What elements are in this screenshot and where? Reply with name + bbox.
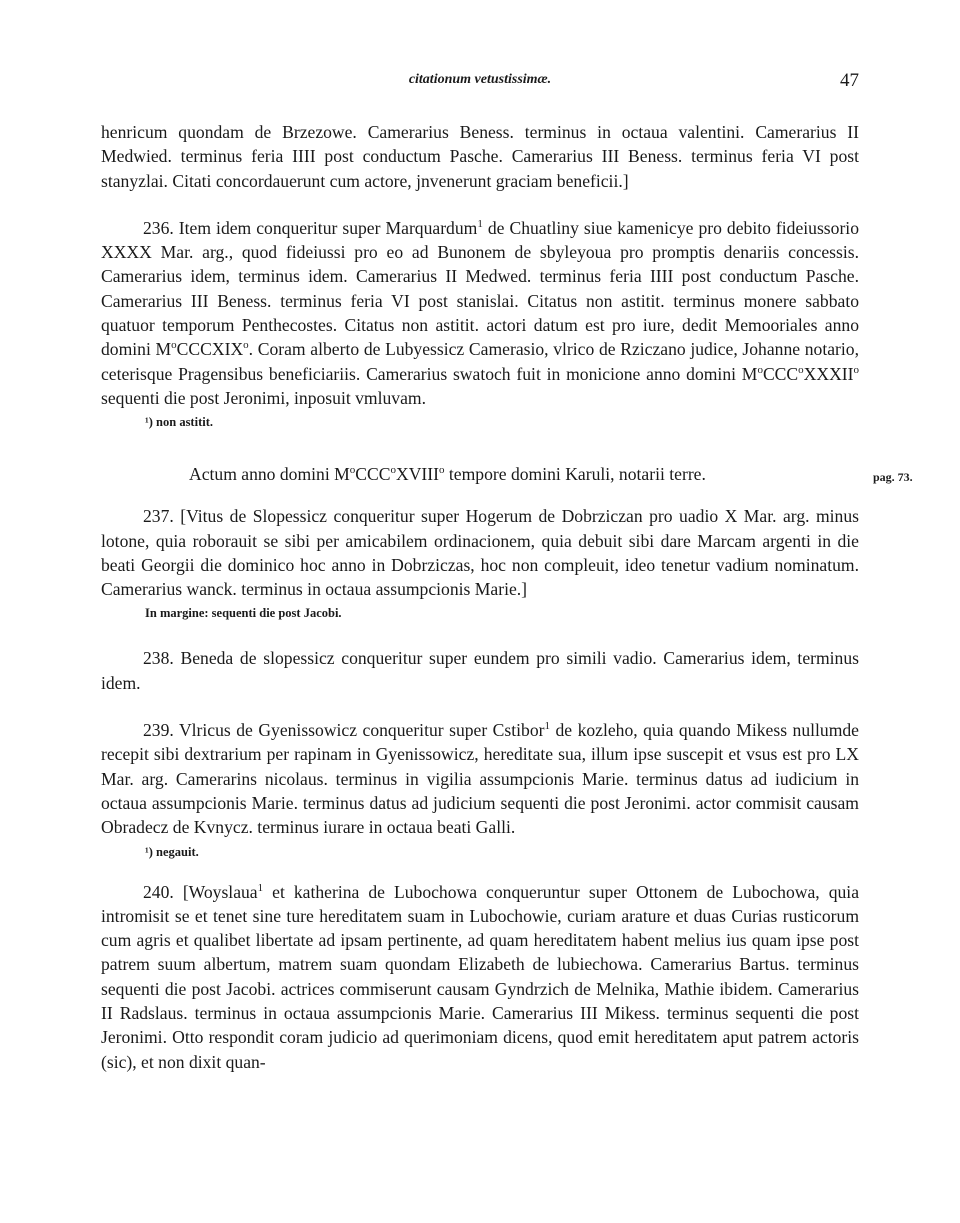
superscript-o: o: [243, 339, 249, 352]
margin-note-237: In margine: sequenti die post Jacobi.: [145, 606, 342, 621]
superscript-o: o: [853, 363, 859, 376]
footnote-marker: 1: [257, 881, 264, 894]
entry-237: 237. [Vitus de Slopessicz conqueritur super Hogerum de Dobrziczan pro uadio X Mar. arg. minus lotone, quia roborauit se sibi per amicabilem ordinacionem, quia debuit sibi dare Marcam argenti in die beati Georgii die dominico hoc anno in Dobrziczas, hoc non compleuit, ideo tenetur vadium nominatum. Camerarius wanck. terminus in octaua assumpcionis Marie.]: [101, 506, 859, 600]
superscript-o: o: [798, 363, 804, 376]
superscript-o: o: [390, 464, 396, 477]
page-header: [101, 70, 859, 98]
section-heading-d: tempore domini Karuli, notarii terre.: [444, 464, 706, 485]
entry-236-text-e: CCC: [762, 363, 799, 384]
entry-239: [101, 718, 859, 839]
section-heading-a: Actum anno domini M: [189, 464, 350, 485]
superscript-o: o: [757, 363, 763, 376]
entry-239-text-a: 239. Vlricus de Gyenissowicz conqueritur super Cstibor: [143, 720, 545, 741]
entry-240-text-b: et katherina de Lubochowa conqueruntur super Ottonem de Lubochowa, quia intromisit se et tenet sine ture hereditatem suam in Lubochowie, curiam arature et duas Curias rusticorum cum agris et qualibet libertate ad ipsam pertinente, ad quam hereditatem habent melius ius quam ipse post patrem suum albertum, matrem suam quondam Elizabeth de lubiechowa. Camerarius Bartus. terminus sequenti die post Jacobi. actrices commiserunt causam Gyndrzich de Melnika, Mathie ibidem. Camerarius II Radslaus. terminus in octaua assumpcionis Marie. Camerarius III Mikess. terminus sequenti die post Jeronimi. Otto respondit coram judicio ad querimoniam dicens, quod emit hereditatem aput patrem actoris (sic), et non dixit quan-: [101, 881, 859, 1072]
entry-238: 238. Beneda de slopessicz conqueritur super eundem pro simili vadio. Camerarius idem, terminus idem.: [101, 648, 859, 693]
entry-236-text-g: sequenti die post Jeronimi, inposuit vmluvam.: [101, 387, 426, 408]
page-number: 47: [840, 70, 859, 91]
page: [101, 70, 913, 1074]
entry-236-text-d: . Coram alberto de Lubyessicz Camerasio, vlrico de Rziczano judice, Johanne notario, ceterisque Pragensibus beneficiariis. Camerarius swatoch fuit in monicione anno domini M: [101, 339, 859, 384]
entry-236-text-b: de Chuatliny siue kamenicye pro debito fideiussorio XXXX Mar. arg., quod fideiussi pro eo ad Bunonem de sbyleyoua pro promptis denariis concessis. Camerarius idem, terminus idem. Camerarius II Medwed. terminus feria IIII post conductum Pasche. Camerarius III Beness. terminus feria VI post stanislai. Citatus non astitit. terminus monere sabbato quatuor temporum Penthecostes. Citatus non astitit. actori datum est pro iure, dedit Memooriales anno domini M: [101, 217, 859, 360]
running-head: citationum vetustissimæ.: [408, 72, 552, 87]
footnote-236: ¹) non astitit.: [145, 415, 213, 430]
section-heading-c: XVIII: [396, 464, 439, 485]
footnote-marker: 1: [477, 217, 483, 230]
entry-236-text-f: XXXII: [803, 363, 854, 384]
superscript-o: o: [439, 464, 445, 477]
entry-236-text-a: 236. Item idem conqueritur super Marquardum: [143, 217, 478, 238]
entry-239-text-b: de kozleho, quia quando Mikess nullumde recepit sibi dextrarium per rapinam in Gyenissowicz, hereditate sua, illum ipse suscepit et vsus est pro LX Mar. arg. Camerarins nicolaus. terminus in vigilia assumpcionis Marie. terminus datus ad iudicium in octaua assumpcionis Marie. terminus datus ad judicium sequenti die post Jeronimi. actor commisit causam Obradecz de Kvnycz. terminus iurare in octaua beati Galli.: [101, 720, 859, 838]
footnote-239: ¹) negauit.: [145, 844, 199, 859]
section-heading: [101, 462, 913, 486]
entry-240-text-a: 240. [Woyslaua: [143, 881, 258, 902]
footnote-marker: 1: [544, 720, 550, 733]
entry-240: [101, 880, 859, 1074]
superscript-o: o: [171, 339, 177, 352]
margin-page-reference: pag. 73.: [873, 470, 913, 485]
paragraph-continuation: henricum quondam de Brzezowe. Camerarius Beness. terminus in octaua valentini. Camerarius II Medwied. terminus feria IIII post conductum Pasche. Camerarius III Beness. terminus feria VI post stanyzlai. Citati concordauerunt cum actore, jnvenerunt graciam beneficii.]: [101, 122, 859, 191]
superscript-o: o: [349, 464, 356, 477]
entry-236: [101, 216, 859, 410]
entry-236-text-c: CCCXIX: [176, 339, 244, 360]
section-heading-b: CCC: [355, 464, 391, 485]
